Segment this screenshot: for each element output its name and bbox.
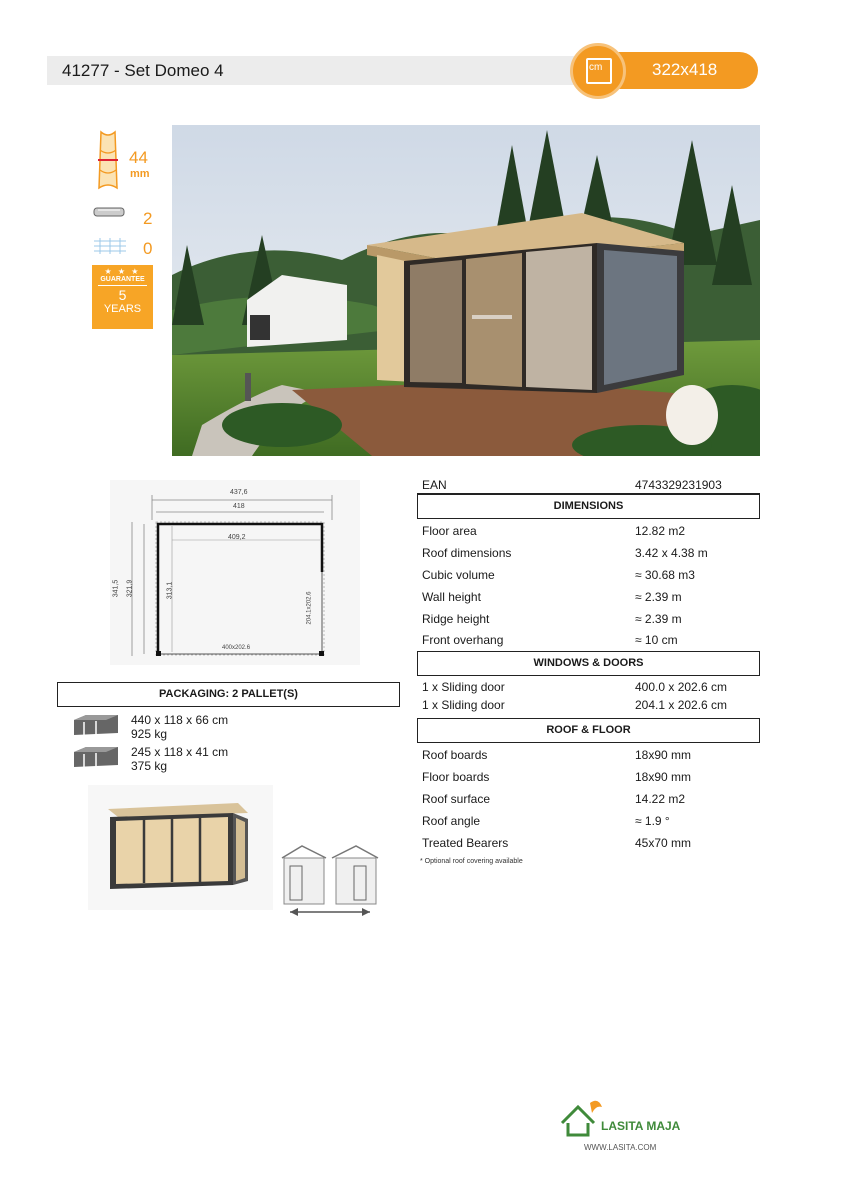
- roof-floor-section-title: ROOF & FLOOR: [417, 718, 760, 743]
- brand-logo: [560, 1093, 690, 1139]
- pallet-2-dims: 245 x 118 x 41 cm: [131, 745, 229, 759]
- log-thickness-icon: [95, 130, 121, 190]
- guarantee-unit: YEARS: [103, 303, 142, 315]
- pallet-1-dims: 440 x 118 x 66 cm: [131, 713, 229, 727]
- dim-outer-depth: 341,5: [112, 579, 120, 598]
- spec-label: 1 x Sliding door: [422, 698, 505, 712]
- spec-value: 204.1 x 202.6 cm: [635, 698, 728, 712]
- wall-thickness-value: 44: [129, 148, 148, 167]
- pallet-icon: [70, 746, 120, 768]
- spec-value: ≈ 2.39 m: [635, 612, 682, 626]
- spec-label: Floor area: [422, 524, 477, 538]
- footnote: * Optional roof covering available: [420, 858, 523, 865]
- spec-label: 1 x Sliding door: [422, 680, 505, 694]
- brand-name: LASITA MAJA: [601, 1119, 681, 1133]
- spec-value: ≈ 2.39 m: [635, 590, 682, 604]
- door-side-dim: 204.1x202.6: [306, 591, 313, 625]
- spec-value: 12.82 m2: [635, 524, 686, 538]
- wall-thickness-unit: mm: [130, 168, 150, 180]
- product-photo: [172, 125, 760, 456]
- spec-row: [417, 608, 760, 630]
- window-icon: [92, 205, 128, 219]
- spec-label: Ridge height: [422, 612, 490, 626]
- spec-label: Roof angle: [422, 814, 481, 828]
- spec-label: Roof surface: [422, 792, 491, 806]
- pallet-2-weight: 375 kg: [131, 759, 168, 773]
- spec-row: [417, 564, 760, 586]
- spec-label: Cubic volume: [422, 568, 495, 582]
- dim-inner-width: 418: [233, 503, 245, 510]
- spec-label: Treated Bearers: [422, 836, 509, 850]
- measure-icon-label: cm: [589, 62, 603, 73]
- guarantee-label: GUARANTEE: [100, 276, 145, 283]
- spec-row: [417, 832, 760, 854]
- spec-label: Roof dimensions: [422, 546, 512, 560]
- spec-row: [417, 810, 760, 832]
- spec-row: [417, 744, 760, 766]
- dim-outer-width: 437,6: [230, 489, 248, 496]
- dim-interior-width: 409,2: [228, 534, 246, 541]
- doors-count: 0: [143, 239, 153, 258]
- spec-row: [417, 520, 760, 542]
- spec-value: 400.0 x 202.6 cm: [635, 680, 728, 694]
- guarantee-years: 5: [118, 287, 127, 303]
- measure-icon: [570, 43, 626, 99]
- dimensions-section-title: DIMENSIONS: [417, 494, 760, 519]
- spec-value: ≈ 1.9 °: [635, 814, 670, 828]
- floor-plan: [110, 480, 360, 665]
- spec-value: 3.42 x 4.38 m: [635, 546, 708, 560]
- windows-doors-section-title: WINDOWS & DOORS: [417, 651, 760, 676]
- spec-label: Floor boards: [422, 770, 490, 784]
- dim-inner-depth: 321,9: [126, 579, 134, 598]
- ean-label: EAN: [422, 478, 447, 492]
- spec-row: [417, 694, 760, 716]
- cabin-render: [88, 785, 273, 910]
- page-title: 41277 - Set Domeo 4: [62, 61, 224, 80]
- door-icon: [92, 236, 128, 256]
- spec-value: 18x90 mm: [635, 748, 692, 762]
- spec-label: Wall height: [422, 590, 481, 604]
- spec-value: 14.22 m2: [635, 792, 686, 806]
- pallet-icon: [70, 714, 120, 736]
- spec-value: ≈ 10 cm: [635, 633, 678, 647]
- spec-row: [417, 586, 760, 608]
- windows-count: 2: [143, 209, 153, 228]
- pallet-1-weight: 925 kg: [131, 727, 168, 741]
- spec-value: ≈ 30.68 m3: [635, 568, 695, 582]
- dim-interior-depth: 313,1: [166, 581, 174, 600]
- packaging-title: PACKAGING: 2 PALLET(S): [57, 682, 400, 707]
- spec-row: [417, 542, 760, 564]
- door-front-dim: 400x202.6: [222, 645, 251, 651]
- website-link[interactable]: WWW.LASITA.COM: [584, 1143, 657, 1152]
- spec-label: Roof boards: [422, 748, 488, 762]
- spec-value: 45x70 mm: [635, 836, 692, 850]
- spec-row: [417, 788, 760, 810]
- spec-row: [417, 629, 760, 651]
- size-value: 322x418: [652, 60, 718, 79]
- ean-value: 4743329231903: [635, 478, 722, 492]
- spec-row: [417, 766, 760, 788]
- roof-orientation-diagram: [280, 840, 380, 920]
- stars-icon: ★ ★ ★: [104, 267, 141, 276]
- spec-label: Front overhang: [422, 633, 504, 647]
- guarantee-badge: [92, 265, 153, 329]
- spec-value: 18x90 mm: [635, 770, 692, 784]
